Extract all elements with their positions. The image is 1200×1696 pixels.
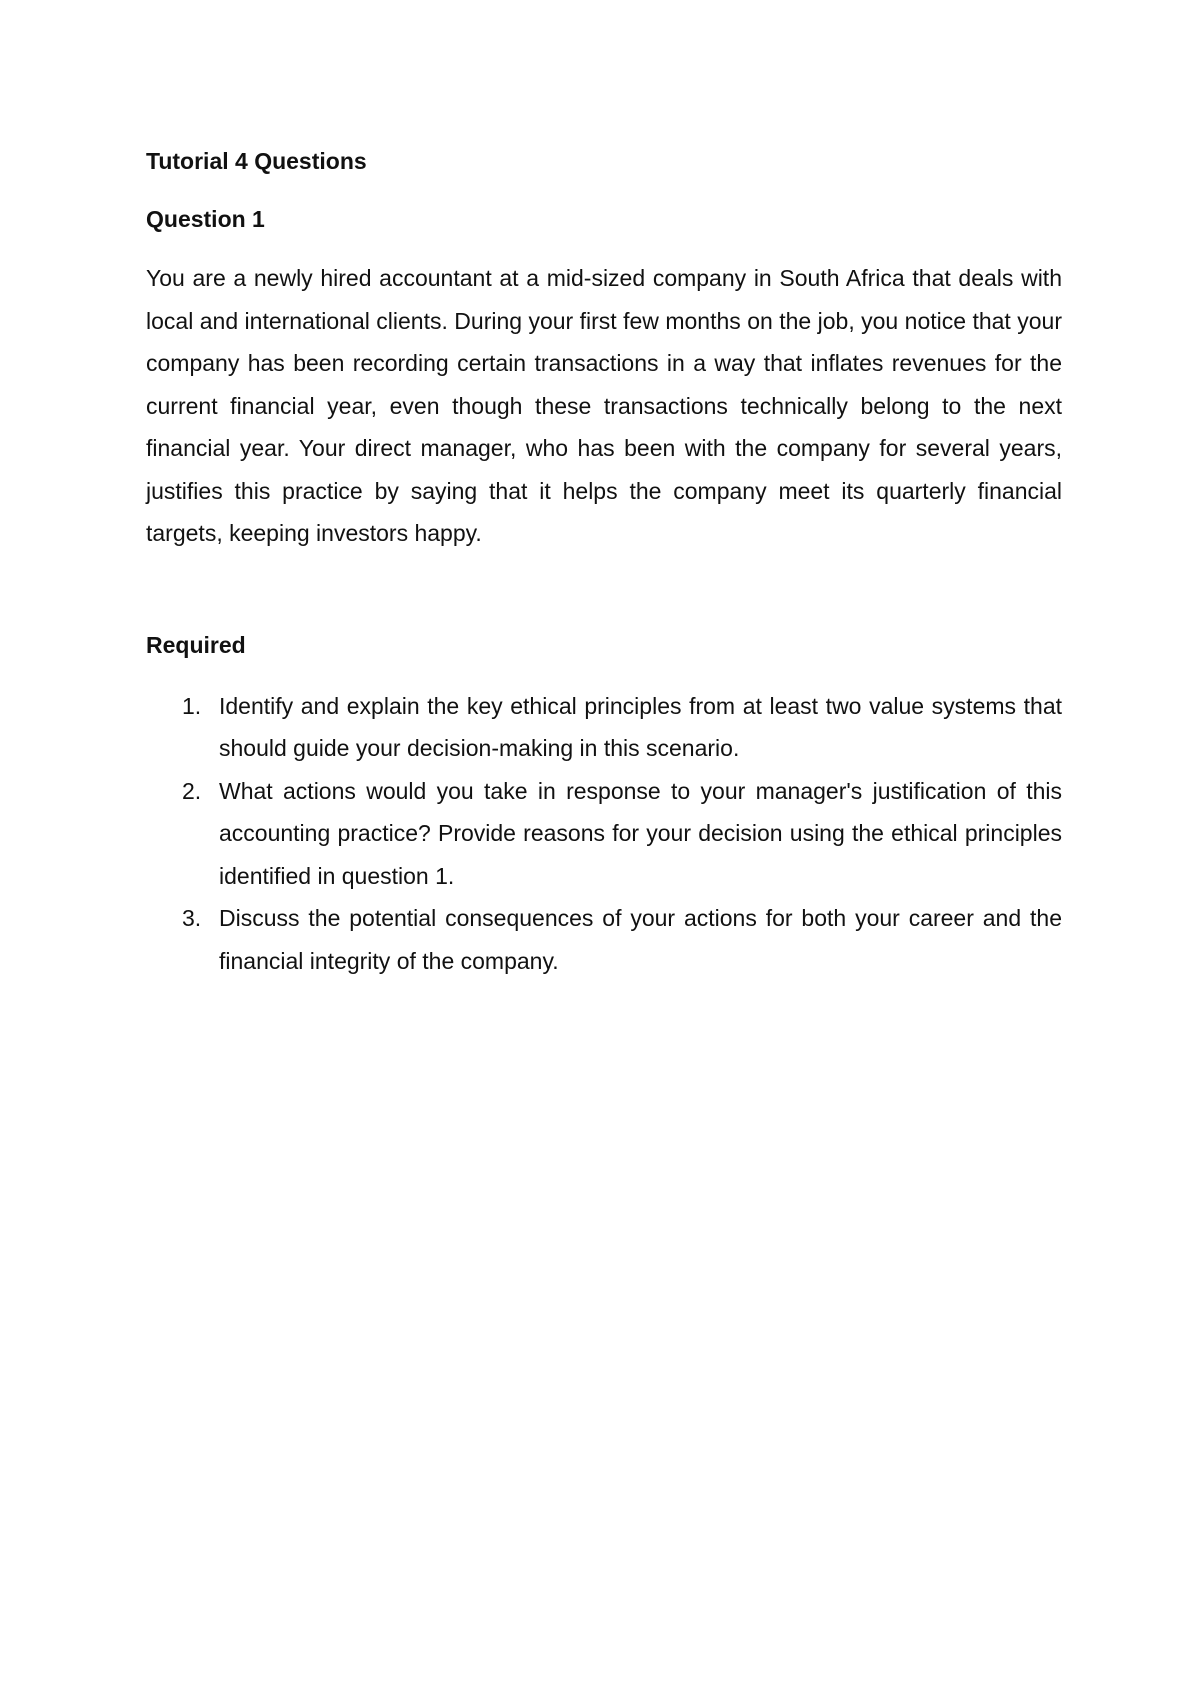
question-heading: Question 1: [146, 206, 265, 232]
document-title: Tutorial 4 Questions: [146, 148, 367, 174]
document-body: [146, 143, 1062, 982]
required-heading: Required: [146, 631, 246, 658]
required-item-number: 3.: [182, 905, 202, 931]
required-item-1: [146, 685, 1062, 770]
required-item-text: Discuss the potential consequences of your actions for both your career and the financial integrity of the company.: [219, 905, 1062, 974]
required-item-text: Identify and explain the key ethical principles from at least two value systems that should guide your decision-making in this scenario.: [219, 692, 1062, 761]
required-item-2: [146, 770, 1062, 898]
required-item-3: [146, 897, 1062, 982]
required-list: [146, 685, 1062, 983]
required-item-number: 1.: [182, 692, 202, 719]
required-item-number: 2.: [182, 777, 202, 804]
scenario-paragraph: You are a newly hired accountant at a mid-sized company in South Africa that deals with local and international clients. During your first few months on the job, you notice that your company has been recording certain transactions in a way that inflates revenues for the current financial year, even though these transactions technically belong to the next financial year. Your direct manager, who has been with the company for several years, justifies this practice by saying that it helps the company meet its quarterly financial targets, keeping investors happy.: [146, 265, 1062, 546]
required-item-text: What actions would you take in response to your manager's justification of this accounting practice? Provide reasons for your decision using the ethical principles identified in question 1.: [219, 777, 1062, 889]
